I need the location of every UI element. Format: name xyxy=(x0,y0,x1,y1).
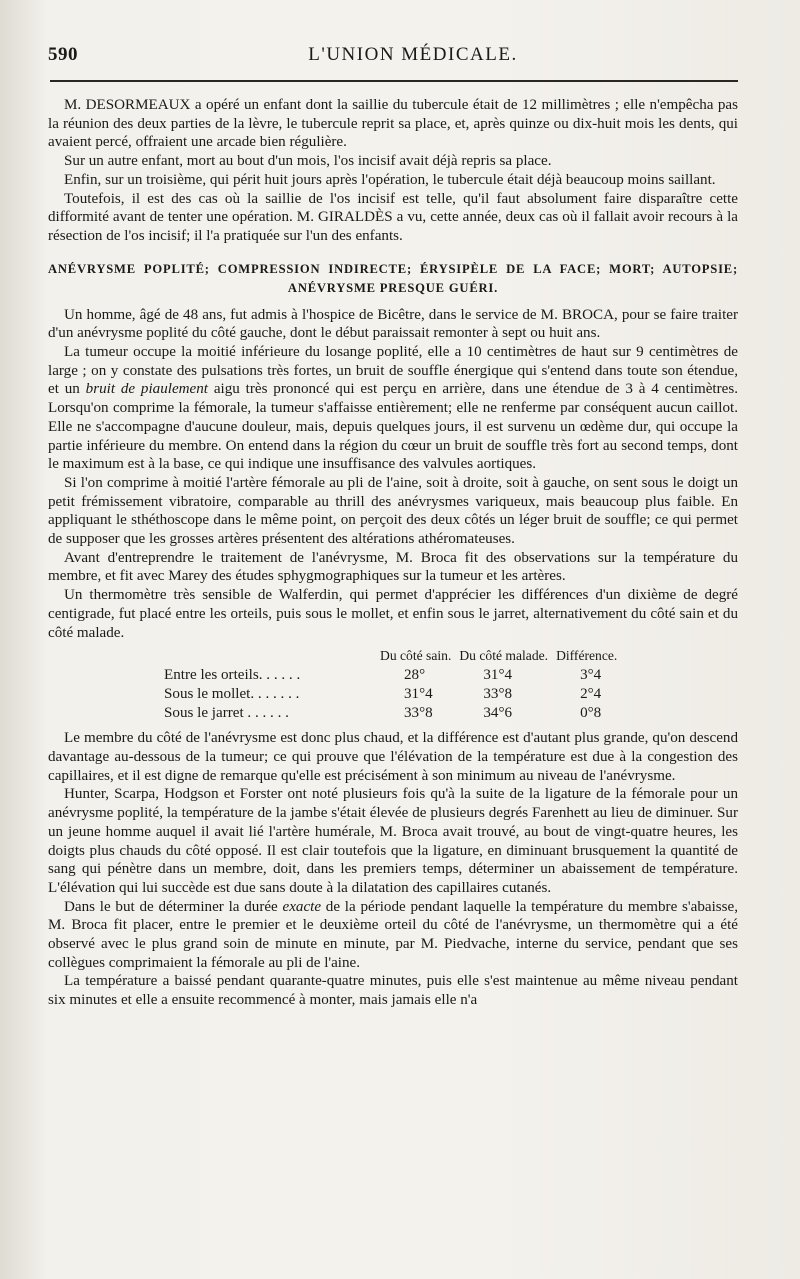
table-header-cell: Du côté malade. xyxy=(459,648,549,664)
value-cell: 33°8 xyxy=(483,686,513,703)
section-title-line2: ANÉVRYSME PRESQUE GUÉRI. xyxy=(287,280,499,295)
italic-term: bruit de piaulement xyxy=(85,381,208,398)
header-rule xyxy=(50,80,738,82)
row-label: Entre les orteils. . . . . . xyxy=(164,667,301,684)
paragraph-baisse: La température a baissé pendant quarante-quatre minutes, puis elle s'est maintenue au même niveau pendant six minutes et elle a ensuite recommencé à monter, mais jamais elle n'a xyxy=(48,973,738,1009)
paragraph-hunter: Hunter, Scarpa, Hodgson et Forster ont noté plusieurs fois qu'à la suite de la ligature de la fémorale pour un anévrysme poplité, la température de la jambe s'était élevée de plusieurs degrés Farenhett au lieu de diminuer. Sur un jeune homme auquel il avait lié l'artère humérale, M. Broca avait trouvé, au bout de vingt-quatre heures, les doigts plus chauds du côté opposé. Il est clair toutefois que la ligature, en diminuant brusquement la quantité de sang qui pénètre dans un membre, doit, dans les premiers temps, déterminer un abaissement de température. L'élévation qui lui succède est due sans doute à la dilatation des capillaires cutanés. xyxy=(48,786,738,896)
row-label: Sous le mollet. . . . . . . xyxy=(164,686,300,703)
text-run: La tumeur occupe la moitié inférieure du losange poplité, elle a 10 centimètres de haut sur 9 centimètres de large ; on y constate des pulsations très fortes, un bruit de souffle énergique qui s'entend dans toute son étendue, et un xyxy=(48,344,738,398)
section-title xyxy=(48,260,738,298)
paragraph-second-child: Sur un autre enfant, mort au bout d'un mois, l'os incisif avait déjà repris sa place. xyxy=(64,153,552,170)
table-row xyxy=(158,666,621,685)
value-cell: 34°6 xyxy=(483,705,513,722)
paragraph-thermometre: Un thermomètre très sensible de Walferdin, qui permet d'apprécier les différences d'un dixième de degré centigrade, fut placé entre les orteils, puis sous le mollet, et enfin sous le jarret, alternativement du côté sain et du côté malade. xyxy=(48,587,738,641)
text-run: Dans le but de déterminer la durée xyxy=(64,898,283,915)
table-row xyxy=(158,685,621,704)
paragraph-tumeur xyxy=(48,343,738,474)
running-head: L'UNION MÉDICALE. xyxy=(308,44,518,65)
value-cell: 33°8 xyxy=(404,705,433,722)
row-label: Sous le jarret . . . . . . xyxy=(164,705,289,722)
paragraph-duree xyxy=(48,898,738,973)
paragraph-compression: Si l'on comprime à moitié l'artère fémorale au pli de l'aine, soit à droite, soit à gauche, on sent sous le doigt un petit frémissement vibratoire, comparable au thrill des anévrysmes variqueux, mais beaucoup plus faible. En appliquant le sthéthoscope dans le même point, on perçoit des deux côtés un léger bruit de souffle; ce qui permet de supposer que les grosses artères présentent des altérations athéromateuses. xyxy=(48,474,738,548)
section-title-line1: ANÉVRYSME POPLITÉ; COMPRESSION INDIRECTE; ÉRYSIPÈLE DE LA FACE; MORT; AUTOPSIE; xyxy=(48,261,738,276)
text-run: aigu très prononcé qui est perçu en arrière, dans une étendue de 3 à 4 centimètres. Lorsqu'on comprime la fémorale, la tumeur s'affaisse entièrement; elle ne renferme par conséquent aucun caillot. Elle ne s'accompagne d'aucune douleur, mais, depuis quelques jours, il est survenu un œdème dur, qui occupe la partie inférieure du membre. On entend dans la région du cœur un bruit de souffle très fort au second temps, dont le maximum est à la base, ce qui indique une insuffisance des valvules aortiques. xyxy=(48,381,738,473)
value-cell: 3°4 xyxy=(580,667,602,684)
paragraph-membre-chaud: Le membre du côté de l'anévrysme est donc plus chaud, et la différence est d'autant plus grande, qu'on descend davantage au-dessous de la tumeur; ce qui prouve que l'élévation de la température est due à la congestion des capillaires, et il est digne de remarque qu'elle est précisément à son minimum au niveau de l'anévrysme. xyxy=(48,730,738,784)
table-header-cell xyxy=(158,648,376,666)
paragraph-desormeaux: M. DESORMEAUX a opéré un enfant dont la saillie du tubercule était de 12 millimètres ; elle n'empêcha pas la réunion des deux parties de la lèvre, le tubercule reprit sa place, et, après quinze ou dix-huit mois les dents, qui avaient percé, offraient une arcade bien régulière. xyxy=(48,97,738,151)
paragraph-third-child: Enfin, sur un troisième, qui périt huit jours après l'opération, le tubercule était déjà beaucoup moins saillant. xyxy=(64,171,716,188)
value-cell: 28° xyxy=(404,667,426,684)
table-row xyxy=(158,704,621,723)
value-cell: 0°8 xyxy=(580,705,602,722)
table-header-cell: Différence. xyxy=(556,648,618,664)
italic-term: exacte xyxy=(282,898,322,915)
text-run: de la période pendant laquelle la température du membre s'abaisse, M. Broca fit placer, entre le premier et le deuxième orteil du côté de l'anévrysme, un thermomètre qui a été observé avec le plus grand soin de minute en minute, par M. Piedvache, interne du service, pendant que ses collègues comprimaient la fémorale au pli de l'aine. xyxy=(48,898,738,971)
paragraph-giraldes: Toutefois, il est des cas où la saillie de l'os incisif est telle, qu'il faut absolument faire disparaître cette difformité avant de tenter une opération. M. GIRALDÈS a vu, cette année, deux cas où il fallait avoir recours à la résection de l'os incisif; il l'a pratiquée sur l'un des enfants. xyxy=(48,190,738,244)
table-header-cell: Du côté sain. xyxy=(380,648,452,664)
temperature-table xyxy=(158,648,621,723)
value-cell: 31°4 xyxy=(404,686,433,703)
page-number: 590 xyxy=(48,44,78,65)
table-header-row xyxy=(158,648,621,666)
value-cell: 31°4 xyxy=(483,667,513,684)
value-cell: 2°4 xyxy=(580,686,602,703)
paragraph-traitement: Avant d'entreprendre le traitement de l'anévrysme, M. Broca fit des observations sur la température du membre, et fit avec Marey des études sphygmographiques sur la tumeur et les artères. xyxy=(48,549,738,585)
paragraph-case-intro: Un homme, âgé de 48 ans, fut admis à l'hospice de Bicêtre, dans le service de M. BROCA, pour se faire traiter d'un anévrysme poplité du côté gauche, dont le début paraissait remonter à sept ou huit ans. xyxy=(48,306,738,342)
page-header xyxy=(48,44,738,74)
